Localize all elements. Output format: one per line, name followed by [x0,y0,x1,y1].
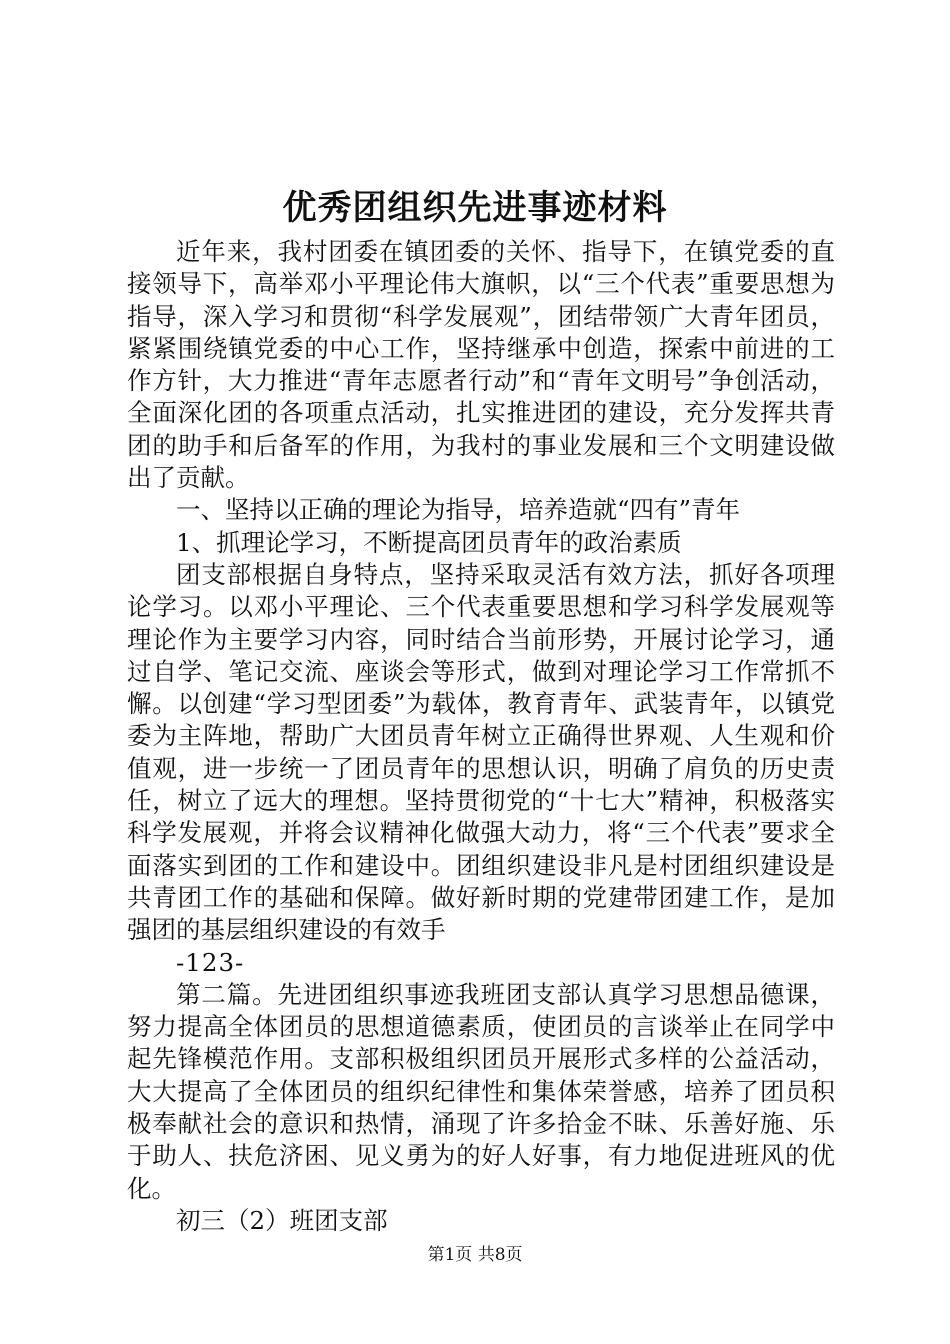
theory-study-paragraph: 团支部根据自身特点，坚持采取灵活有效方法，抓好各项理论学习。以邓小平理论、三个代表重要思想和学习科学发展观等理论作为主要学习内容，同时结合当前形势，开展讨论学习，通过自学、笔记交流、座谈会等形式，做到对理论学习工作常抓不懈。以创建“学习型团委”为载体，教育青年、武装青年，以镇党委为主阵地，帮助广大团员青年树立正确得世界观、人生观和价值观，进一步统一了团员青年的思想认识，明确了肩负的历史责任，树立了远大的理想。坚持贯彻党的“十七大”精神，积极落实科学发展观，并将会议精神化做强大动力，将“三个代表”要求全面落实到团的工作和建设中。团组织建设非凡是村团组织建设是共青团工作的基础和保障。做好新时期的党建带团建工作，是加强团的基层组织建设的有效手 [127,559,835,945]
section-heading-1: 一、坚持以正确的理论为指导，培养造就“四有”青年 [176,495,741,525]
subsection-heading-1: 1、抓理论学习，不断提高团员青年的政治素质 [176,527,682,557]
page-footer: 第1页 共8页 [427,1245,523,1265]
document-title: 优秀团组织先进事迹材料 [282,188,668,228]
second-article-paragraph: 第二篇。先进团组织事迹我班团支部认真学习思想品德课，努力提高全体团员的思想道德素质，使团员的言谈举止在同学中起先锋模范作用。支部积极组织团员开展形式多样的公益活动，大大提高了全体团员的组织纪律性和集体荣誉感，培养了团员积极奉献社会的意识和热情，涌现了许多拾金不昧、乐善好施、乐于助人、扶危济困、见义勇为的好人好事，有力地促进班风的优化。 [127,979,835,1203]
inline-page-number: -123- [176,947,245,977]
document-body [127,236,835,1237]
intro-paragraph: 近年来，我村团委在镇团委的关怀、指导下，在镇党委的直接领导下，高举邓小平理论伟大旗帜，以“三个代表”重要思想为指导，深入学习和贯彻“科学发展观”，团结带领广大青年团员，紧紧围绕镇党委的中心工作，坚持继承中创造，探索中前进的工作方针，大力推进“青年志愿者行动”和“青年文明号”争创活动，全面深化团的各项重点活动，扎实推进团的建设，充分发挥共青团的助手和后备军的作用，为我村的事业发展和三个文明建设做出了贡献。 [127,237,835,493]
signature-line: 初三（2）班团支部 [176,1205,388,1235]
